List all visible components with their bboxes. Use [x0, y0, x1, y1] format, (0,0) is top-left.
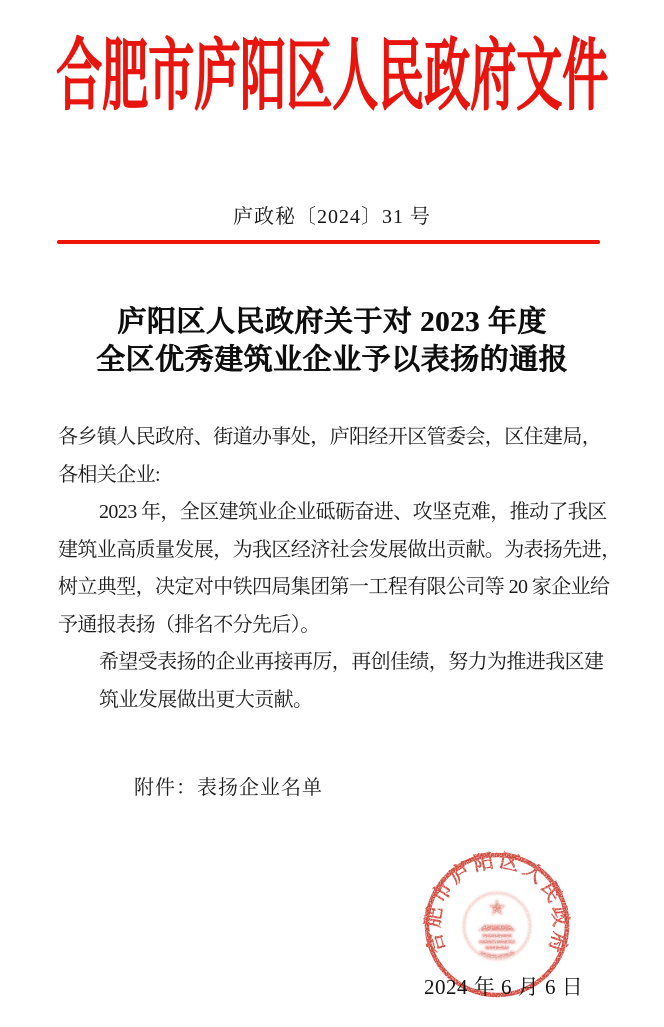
emblem-gate-base — [485, 946, 509, 950]
emblem-gate-tier — [482, 934, 512, 938]
body-line: 各相关企业: — [58, 463, 160, 486]
red-divider-line — [57, 240, 600, 244]
body-line: 树立典型，决定对中铁四局集团第一工程有限公司等 20 家企业给 — [58, 576, 610, 598]
seal-text: 合肥市庐阳区人民政府 — [422, 849, 572, 959]
body-line: 建筑业高质量发展，为我区经济社会发展做出贡献。为表扬先进， — [58, 538, 621, 561]
seal-graphic — [421, 849, 574, 995]
body-line: 2023 年，全区建筑业企业砥砺奋进、攻坚克难，推动了我区 — [99, 501, 607, 523]
emblem-wreath-arc — [480, 952, 514, 956]
red-header-title: 合肥市庐阳区人民政府文件 — [56, 32, 608, 120]
document-number: 庐政秘〔2024〕31 号 — [233, 206, 431, 228]
body-line: 希望受表扬的企业再接再厉，再创佳绩，努力为推进我区建 — [99, 651, 604, 673]
document-date: 2024 年 6 月 6 日 — [424, 975, 584, 999]
body-line: 各乡镇人民政府、街道办事处，庐阳经开区管委会，区住建局， — [58, 426, 602, 448]
emblem-gate-tier — [479, 940, 515, 944]
document-body — [58, 419, 621, 719]
document-title-line-1: 庐阳区人民政府关于对 2023 年度 — [117, 306, 547, 338]
national-emblem — [464, 893, 530, 959]
body-line: 予通报表扬（排名不分先后）。 — [58, 613, 320, 636]
body-line: 筑业发展做出更大贡献。 — [99, 688, 313, 711]
red-header — [0, 32, 664, 120]
document-title — [0, 303, 664, 379]
emblem-gate-roof — [478, 925, 516, 931]
attachment-note: 附件：表扬企业名单 — [134, 777, 323, 799]
emblem-star-icon — [488, 899, 506, 916]
official-seal — [419, 845, 577, 1005]
document-title-line-2: 全区优秀建筑业企业予以表扬的通报 — [95, 344, 568, 376]
